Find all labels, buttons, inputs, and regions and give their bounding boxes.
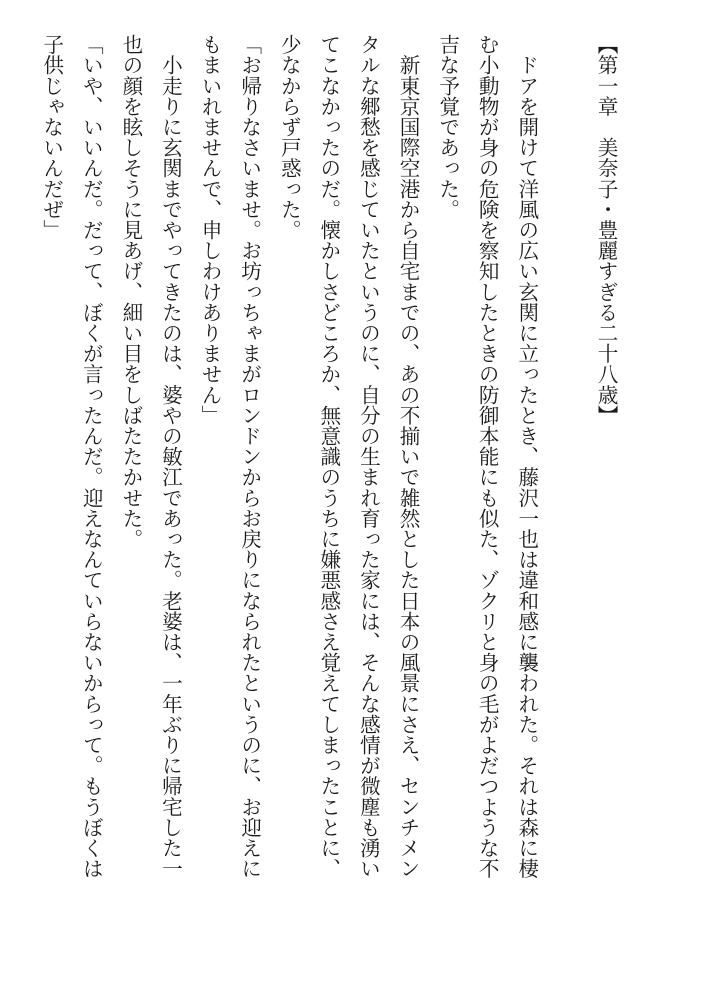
text-line: ドアを開けて洋風の広い玄関に立ったとき、藤沢一也は違和感に襲われた。それは森に棲 xyxy=(514,34,539,879)
text-line: てこなかったのだ。懐かしさどころか、無意識のうちに嫌悪感さえ覚えてしまったことに、 xyxy=(316,34,341,879)
text-line: もまいれませんで、申しわけありません」 xyxy=(198,34,223,426)
text-line: 少なからず戸惑った。 xyxy=(277,34,302,240)
text-line: 新東京国際空港から自宅までの、あの不揃いで雑然とした日本の風景にさえ、センチメン xyxy=(396,34,421,879)
text-line: 子供じゃないんだぜ」 xyxy=(39,34,64,240)
text-line: 小走りに玄関までやってきたのは、婆やの敏江であった。老婆は、一年ぶりに帰宅した一 xyxy=(158,34,183,879)
text-line: タルな郷愁を感じていたというのに、自分の生まれ育った家には、そんな感情が微塵も湧い xyxy=(356,34,381,879)
text-line: 「いや、いいんだ。だって、ぼくが言ったんだ。迎えなんていらないからって。もうぼくは xyxy=(79,34,104,879)
text-line: 「お帰りなさいませ。お坊っちゃまがロンドンからお戻りになられたというのに、お迎えに xyxy=(237,34,262,879)
text-line: む小動物が身の危険を察知したときの防御本能にも似た、ゾクリと身の毛がよだつような不 xyxy=(475,34,500,879)
text-line: 吉な予覚であった。 xyxy=(435,34,460,220)
chapter-heading: 【第一章 美奈子・豊麗すぎる二十八歳】 xyxy=(594,34,618,426)
text-line: 也の顔を眩しそうに見あげ、細い目をしばたたかせた。 xyxy=(118,34,143,549)
vertical-text-body xyxy=(31,34,625,979)
blank-line xyxy=(546,34,586,979)
